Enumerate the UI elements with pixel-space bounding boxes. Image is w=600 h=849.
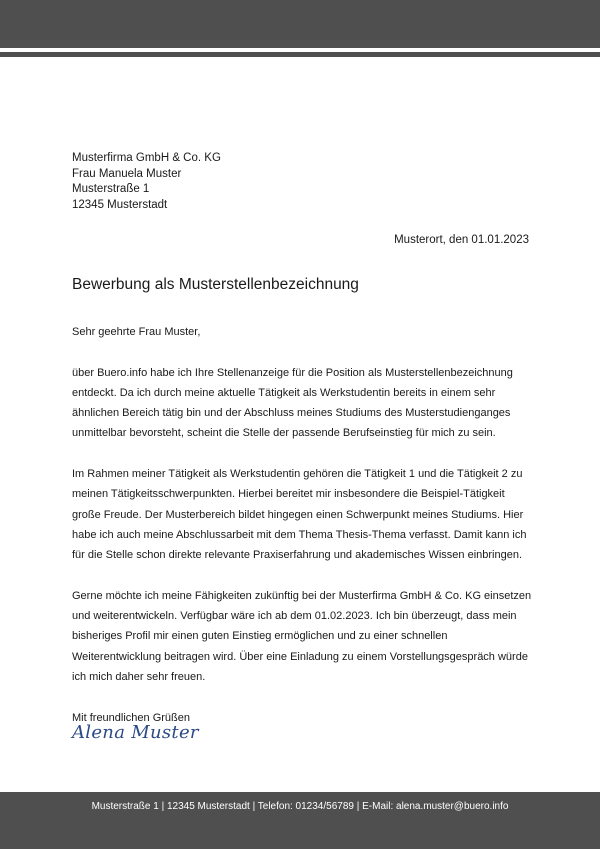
letter-body (72, 322, 534, 728)
recipient-city: 12345 Musterstadt (72, 198, 168, 211)
subject-line: Bewerbung als Musterstellenbezeichnung (72, 276, 359, 293)
recipient-contact: Frau Manuela Muster (72, 167, 182, 180)
footer-contact: Musterstraße 1 | 12345 Musterstadt | Telefon: 01234/56789 | E-Mail: alena.muster@buero.info (91, 801, 509, 812)
paragraph-2: Im Rahmen meiner Tätigkeit als Werkstudentin gehören die Tätigkeit 1 und die Tätigkeit 2 zu meinen Tätigkeitsschwerpunkten. Hierbei bereitet mir insbesondere die Beispiel-Tätigkeit große Freude. Der Musterbereich bildet hingegen einen Schwerpunkt meines Studiums. Hier habe ich auch meine Abschlussarbeit mit dem Thema Thesis-Thema verfasst. Damit kann ich für die Stelle schon direkte relevante Praxiserfahrung und akademisches Wissen einbringen. (72, 468, 527, 562)
signature: Alena Muster (72, 722, 199, 743)
recipient-street: Musterstraße 1 (72, 183, 150, 195)
recipient-address (72, 151, 221, 213)
salutation: Sehr geehrte Frau Muster, (72, 326, 201, 338)
paragraph-1: über Buero.info habe ich Ihre Stellenanzeige für die Position als Musterstellenbezeichnung entdeckt. Da ich durch meine aktuelle Tätigkeit als Werkstudentin bereits in einem sehr ähnlichen Bereich tätig bin und der Abschluss meines Studiums des Musterstudienganges unmittelbar bevorsteht, scheint die Stelle der passende Berufseinstieg für mich zu sein. (72, 366, 513, 440)
paragraph-3: Gerne möchte ich meine Fähigkeiten zukünftig bei der Musterfirma GmbH & Co. KG einsetzen und weiterentwickeln. Verfügbar wäre ich ab dem 01.02.2023. Ich bin überzeugt, dass mein bisheriges Profil mir einen guten Einstieg ermöglichen und zu einer schnellen Weiterentwicklung beitragen wird. Über eine Einladung zu einem Vorstellungsgespräch würde ich mich daher sehr freuen. (72, 589, 532, 684)
header-stripe (0, 52, 600, 57)
recipient-company: Musterfirma GmbH & Co. KG (72, 152, 221, 164)
header-band (0, 0, 600, 48)
date-line: Musterort, den 01.01.2023 (394, 234, 529, 246)
closing: Mit freundlichen Grüßen (72, 711, 190, 724)
